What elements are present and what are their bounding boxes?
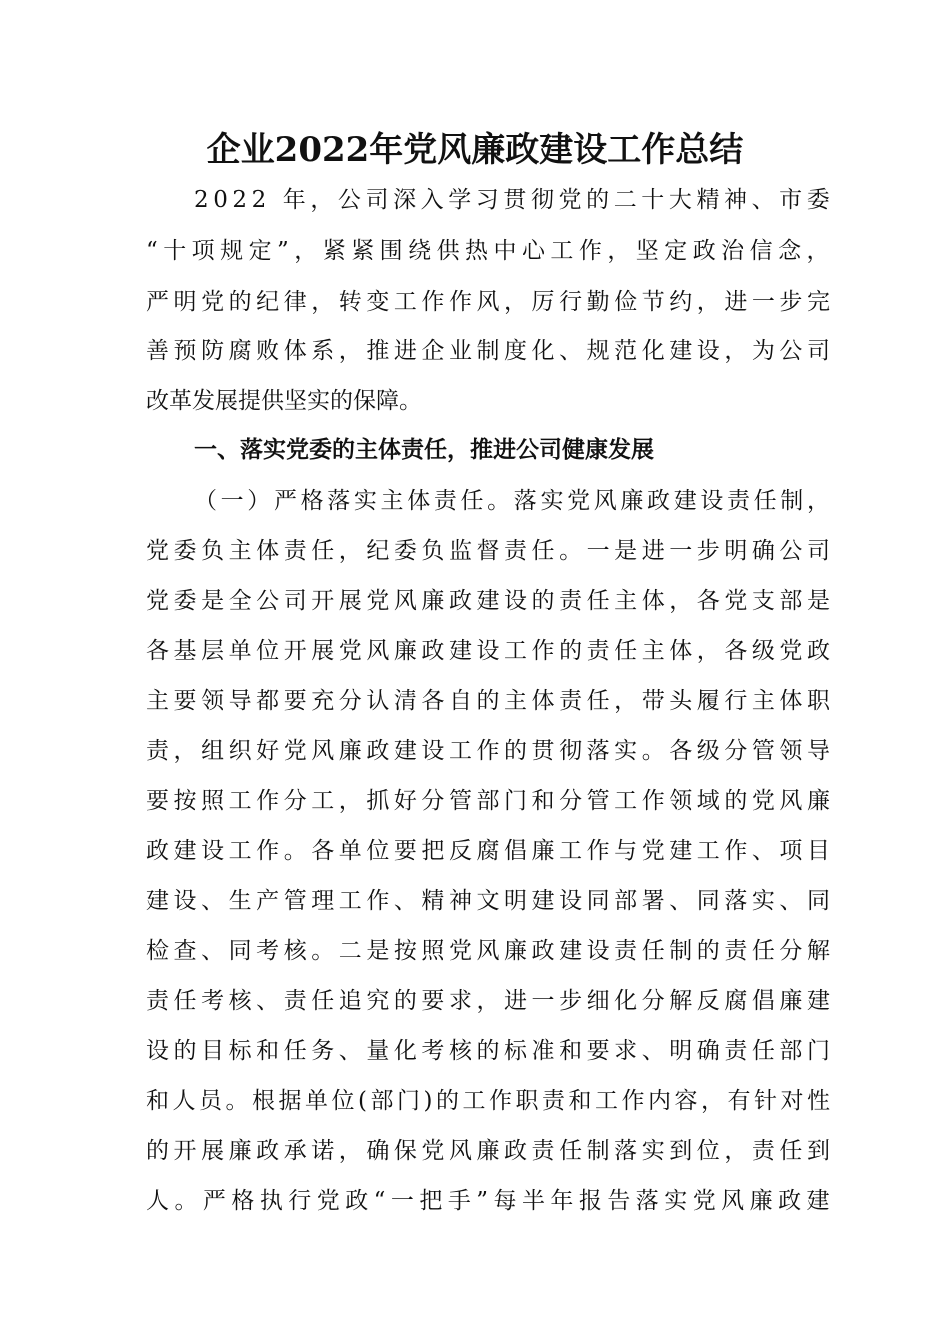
body-line-6: 责，组织好党风廉政建设工作的贯彻落实。各级分管领导 [146, 738, 835, 764]
document-title: 企业2022年党风廉政建设工作总结 [206, 130, 744, 170]
intro-line-5: 改革发展提供坚实的保障。 [146, 388, 422, 414]
intro-line-3: 严明党的纪律，转变工作作风，厉行勤俭节约，进一步完 [146, 289, 835, 315]
body-line-14: 的开展廉政承诺，确保党风廉政责任制落实到位，责任到 [146, 1138, 835, 1164]
section-heading: 一、落实党委的主体责任，推进公司健康发展 [194, 437, 654, 463]
body-line-8: 政建设工作。各单位要把反腐倡廉工作与党建工作、项目 [146, 838, 835, 864]
body-line-13: 和人员。根据单位(部门)的工作职责和工作内容，有针对性 [146, 1088, 834, 1114]
intro-line-4: 善预防腐败体系，推进企业制度化、规范化建设，为公司 [146, 338, 835, 364]
body-line-12: 设的目标和任务、量化考核的标准和要求、明确责任部门 [146, 1038, 835, 1064]
body-line-1: （一）严格落实主体责任。落实党风廉政建设责任制， [194, 488, 834, 514]
body-line-7: 要按照工作分工，抓好分管部门和分管工作领域的党风廉 [146, 788, 835, 814]
body-line-11: 责任考核、责任追究的要求，进一步细化分解反腐倡廉建 [146, 988, 835, 1014]
body-line-10: 检查、同考核。二是按照党风廉政建设责任制的责任分解 [146, 938, 835, 964]
body-line-4: 各基层单位开展党风廉政建设工作的责任主体，各级党政 [146, 638, 835, 664]
body-line-3: 党委是全公司开展党风廉政建设的责任主体，各党支部是 [146, 588, 835, 614]
intro-line-2: “十项规定”，紧紧围绕供热中心工作，坚定政治信念， [146, 238, 836, 264]
body-line-15: 人。严格执行党政“一把手”每半年报告落实党风廉政建 [146, 1188, 836, 1214]
body-line-9: 建设、生产管理工作、精神文明建设同部署、同落实、同 [146, 888, 835, 914]
body-line-2: 党委负主体责任，纪委负监督责任。一是进一步明确公司 [146, 538, 835, 564]
intro-line-1: 2022 年，公司深入学习贯彻党的二十大精神、市委 [194, 187, 835, 213]
body-line-5: 主要领导都要充分认清各自的主体责任，带头履行主体职 [146, 688, 835, 714]
